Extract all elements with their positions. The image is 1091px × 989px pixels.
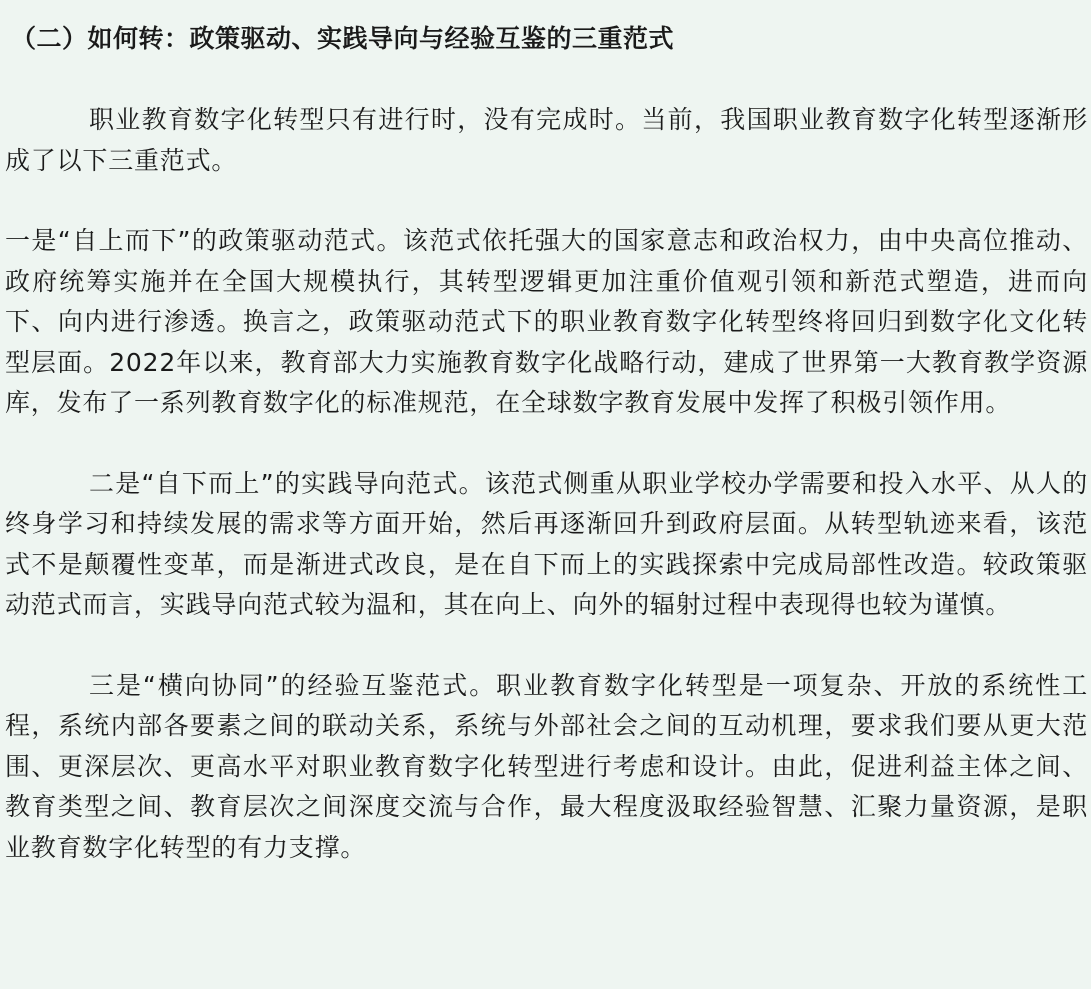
- policy-driven-paragraph: 一是“自上而下”的政策驱动范式。该范式依托强大的国家意志和政治权力，由中央高位推动、政府统筹实施并在全国大规模执行，其转型逻辑更加注重价值观引领和新范式塑造，进而向下、向内进行渗透。换言之，政策驱动范式下的职业教育数字化转型终将回归到数字化文化转型层面。2022年以来，教育部大力实施教育数字化战略行动，建成了世界第一大教育教学资源库，发布了一系列教育数字化的标准规范，在全球数字教育发展中发挥了积极引领作用。: [5, 226, 1088, 417]
- section-heading: （二）如何转：政策驱动、实践导向与经验互鉴的三重范式: [11, 24, 675, 53]
- experience-exchange-paragraph: 三是“横向协同”的经验互鉴范式。职业教育数字化转型是一项复杂、开放的系统性工程，系统内部各要素之间的联动关系，系统与外部社会之间的互动机理，要求我们要从更大范围、更深层次、更高水平对职业教育数字化转型进行考虑和设计。由此，促进利益主体之间、教育类型之间、教育层次之间深度交流与合作，最大程度汲取经验智慧、汇聚力量资源，是职业教育数字化转型的有力支撑。: [5, 670, 1088, 862]
- practice-oriented-paragraph: 二是“自下而上”的实践导向范式。该范式侧重从职业学校办学需要和投入水平、从人的终身学习和持续发展的需求等方面开始，然后再逐渐回升到政府层面。从转型轨迹来看，该范式不是颠覆性变革，而是渐进式改良，是在自下而上的实践探索中完成局部性改造。较政策驱动范式而言，实践导向范式较为温和，其在向上、向外的辐射过程中表现得也较为谨慎。: [5, 468, 1088, 619]
- intro-paragraph: 职业教育数字化转型只有进行时，没有完成时。当前，我国职业教育数字化转型逐渐形成了以下三重范式。: [5, 105, 1088, 175]
